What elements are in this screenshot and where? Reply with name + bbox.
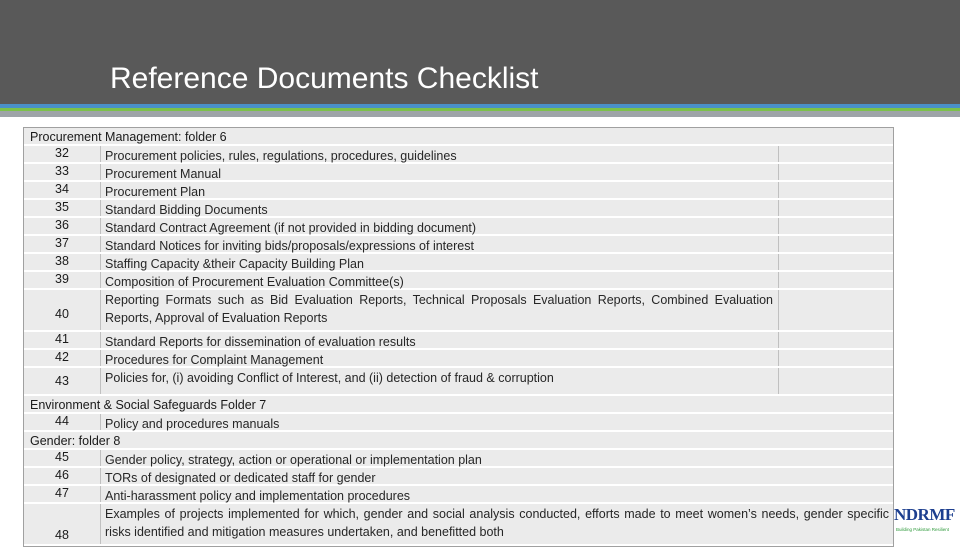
- table-row: [24, 218, 893, 236]
- item-description: Examples of projects implemented for which, gender and social analysis conducted, efforts made to meet women’s needs, gender specific risks identified and mitigation measures undertaken, and benefitted both: [100, 504, 893, 544]
- check-cell[interactable]: [778, 146, 893, 162]
- table-row: [24, 368, 893, 396]
- section-header-environment: [24, 396, 893, 414]
- item-description: Staffing Capacity &their Capacity Building Plan: [100, 254, 777, 270]
- item-description: Procurement Plan: [100, 182, 777, 198]
- table-row: [24, 236, 893, 254]
- check-cell[interactable]: [778, 290, 893, 330]
- item-number: 45: [55, 450, 69, 464]
- check-cell[interactable]: [778, 182, 893, 198]
- item-description: Standard Bidding Documents: [100, 200, 777, 216]
- table-row: [24, 468, 893, 486]
- check-cell[interactable]: [778, 200, 893, 216]
- checklist-table: [23, 127, 894, 547]
- check-cell[interactable]: [778, 254, 893, 270]
- item-description: Gender policy, strategy, action or operational or implementation plan: [100, 450, 893, 466]
- table-row: [24, 450, 893, 468]
- item-description: Reporting Formats such as Bid Evaluation Reports, Technical Proposals Evaluation Reports, Combined Evaluation Reports, Approval of Evaluation Reports: [100, 290, 777, 330]
- table-row: [24, 486, 893, 504]
- ndrmf-logo: [894, 505, 960, 540]
- section-title: Procurement Management: folder 6: [30, 130, 227, 144]
- check-cell[interactable]: [778, 350, 893, 366]
- table-row: [24, 164, 893, 182]
- item-number: 36: [55, 218, 69, 232]
- table-row: [24, 146, 893, 164]
- item-number: 32: [55, 146, 69, 160]
- logo-wordmark: NDRMF: [894, 505, 955, 524]
- table-row: [24, 414, 893, 432]
- table-row: [24, 332, 893, 350]
- item-number: 48: [55, 528, 69, 542]
- item-description: Procurement policies, rules, regulations, procedures, guidelines: [100, 146, 777, 162]
- check-cell[interactable]: [778, 236, 893, 252]
- check-cell[interactable]: [778, 164, 893, 180]
- item-description: Standard Notices for inviting bids/proposals/expressions of interest: [100, 236, 777, 252]
- table-row: [24, 182, 893, 200]
- table-row: [24, 350, 893, 368]
- item-description: TORs of designated or dedicated staff for gender: [100, 468, 893, 484]
- item-number: 38: [55, 254, 69, 268]
- item-description: Policy and procedures manuals: [100, 414, 893, 430]
- check-cell[interactable]: [778, 272, 893, 288]
- slide-header: [0, 0, 960, 104]
- section-title: Gender: folder 8: [30, 434, 121, 448]
- item-number: 41: [55, 332, 69, 346]
- item-number: 46: [55, 468, 69, 482]
- item-description: Policies for, (i) avoiding Conflict of Interest, and (ii) detection of fraud & corruption: [100, 368, 777, 394]
- table-row: [24, 254, 893, 272]
- slide-title: Reference Documents Checklist: [110, 62, 539, 95]
- check-cell[interactable]: [778, 368, 893, 394]
- section-header-gender: [24, 432, 893, 450]
- item-description: Procedures for Complaint Management: [100, 350, 777, 366]
- check-cell[interactable]: [778, 218, 893, 234]
- item-description: Composition of Procurement Evaluation Committee(s): [100, 272, 777, 288]
- item-number: 35: [55, 200, 69, 214]
- item-number: 39: [55, 272, 69, 286]
- item-number: 34: [55, 182, 69, 196]
- item-number: 37: [55, 236, 69, 250]
- item-number: 43: [55, 374, 69, 388]
- item-description: Procurement Manual: [100, 164, 777, 180]
- header-stripe-gray: [0, 111, 960, 117]
- check-cell[interactable]: [778, 332, 893, 348]
- item-description: Anti-harassment policy and implementation procedures: [100, 486, 893, 502]
- item-number: 47: [55, 486, 69, 500]
- table-row: [24, 290, 893, 332]
- item-number: 44: [55, 414, 69, 428]
- section-header-procurement: [24, 128, 893, 146]
- table-row: [24, 200, 893, 218]
- item-description: Standard Contract Agreement (if not provided in bidding document): [100, 218, 777, 234]
- item-number: 40: [55, 307, 69, 321]
- table-row: [24, 272, 893, 290]
- item-description: Standard Reports for dissemination of evaluation results: [100, 332, 777, 348]
- section-title: Environment & Social Safeguards Folder 7: [30, 398, 267, 412]
- logo-tagline: Building Pakistan Resilient: [896, 527, 950, 532]
- item-number: 42: [55, 350, 69, 364]
- item-number: 33: [55, 164, 69, 178]
